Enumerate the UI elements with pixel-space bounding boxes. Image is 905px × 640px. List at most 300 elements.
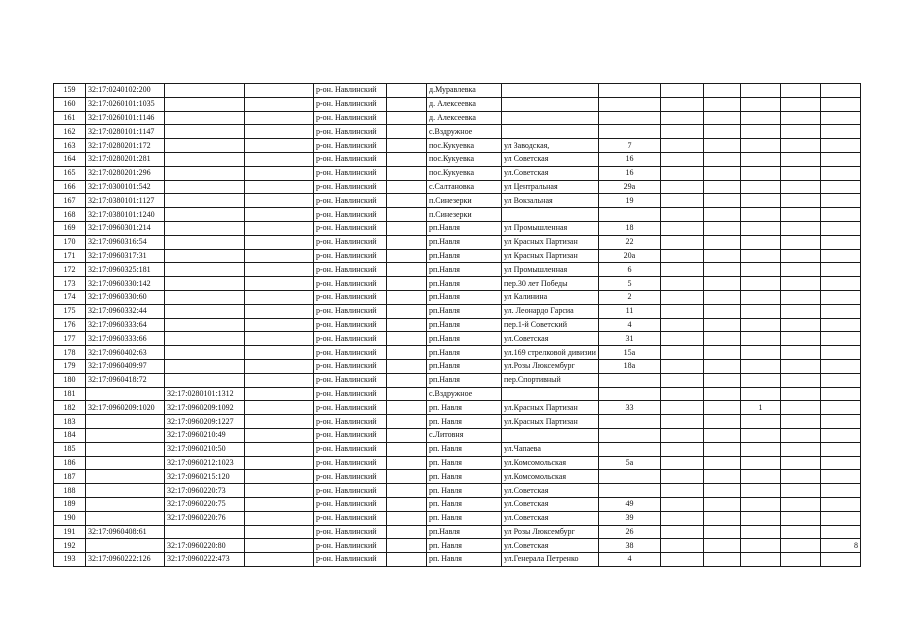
cell-x5 (820, 470, 860, 484)
cell-cad (86, 511, 165, 525)
cell-loc: с.Вздружное (427, 387, 502, 401)
cell-x2 (703, 525, 740, 539)
cell-x2 (703, 346, 740, 360)
cell-x3 (740, 525, 780, 539)
cell-loc: пос.Кукуевка (427, 139, 502, 153)
cell-e1 (245, 235, 314, 249)
table-row (54, 84, 861, 98)
cell-e1 (245, 484, 314, 498)
cell-x5 (820, 346, 860, 360)
cell-x3 (740, 139, 780, 153)
cell-street (502, 428, 599, 442)
cell-house: 15а (598, 346, 660, 360)
cell-house (598, 373, 660, 387)
cell-x3 (740, 359, 780, 373)
table-row (54, 511, 861, 525)
cell-cad: 32:17:0960332:44 (86, 304, 165, 318)
cell-e2 (387, 484, 427, 498)
cell-x4 (780, 470, 820, 484)
cell-x4 (780, 235, 820, 249)
cell-region: р-он. Навлинский (314, 125, 387, 139)
cell-house (598, 442, 660, 456)
cell-e2 (387, 318, 427, 332)
cell-e2 (387, 553, 427, 567)
cell-x5 (820, 180, 860, 194)
cell-x5 (820, 263, 860, 277)
cell-region: р-он. Навлинский (314, 208, 387, 222)
cell-e2 (387, 428, 427, 442)
cell-x1 (660, 442, 703, 456)
cell-cad2 (165, 139, 245, 153)
cell-region: р-он. Навлинский (314, 84, 387, 98)
cell-region: р-он. Навлинский (314, 194, 387, 208)
cell-e1 (245, 359, 314, 373)
cell-street: пер.Спортивный (502, 373, 599, 387)
cell-cad: 32:17:0960317:31 (86, 249, 165, 263)
cell-region: р-он. Навлинский (314, 277, 387, 291)
cell-x5 (820, 97, 860, 111)
cell-e1 (245, 152, 314, 166)
cell-x5 (820, 484, 860, 498)
cell-x2 (703, 318, 740, 332)
table-row (54, 387, 861, 401)
cell-n: 173 (54, 277, 86, 291)
cell-x2 (703, 125, 740, 139)
cell-x2 (703, 208, 740, 222)
cell-cad2: 32:17:0960212:1023 (165, 456, 245, 470)
cell-house: 39 (598, 511, 660, 525)
cell-x2 (703, 152, 740, 166)
cell-x4 (780, 332, 820, 346)
cell-x4 (780, 415, 820, 429)
cell-street: ул.Советская (502, 497, 599, 511)
cell-region: р-он. Навлинский (314, 180, 387, 194)
cell-x3 (740, 84, 780, 98)
cell-e2 (387, 470, 427, 484)
cell-x1 (660, 290, 703, 304)
cell-cad: 32:17:0960333:64 (86, 318, 165, 332)
cell-x3 (740, 539, 780, 553)
cell-x4 (780, 484, 820, 498)
cell-x2 (703, 428, 740, 442)
cell-x2 (703, 484, 740, 498)
cell-x3 (740, 304, 780, 318)
cell-cad2 (165, 166, 245, 180)
cell-e1 (245, 470, 314, 484)
cell-e2 (387, 97, 427, 111)
cell-e2 (387, 332, 427, 346)
cell-x3 (740, 152, 780, 166)
cell-x1 (660, 511, 703, 525)
cell-loc: пос.Кукуевка (427, 166, 502, 180)
cell-e2 (387, 359, 427, 373)
cell-region: р-он. Навлинский (314, 166, 387, 180)
cell-e2 (387, 346, 427, 360)
cell-e1 (245, 194, 314, 208)
cell-cad: 32:17:0960333:66 (86, 332, 165, 346)
cell-n: 163 (54, 139, 86, 153)
cell-e1 (245, 346, 314, 360)
cell-x3 (740, 194, 780, 208)
cell-n: 193 (54, 553, 86, 567)
cell-x2 (703, 166, 740, 180)
cell-street: ул.Советская (502, 511, 599, 525)
cell-house: 18 (598, 221, 660, 235)
table-row (54, 553, 861, 567)
cell-street: ул Промышленная (502, 263, 599, 277)
cell-loc: рп. Навля (427, 497, 502, 511)
cell-cad2 (165, 208, 245, 222)
cell-x4 (780, 111, 820, 125)
cell-loc: рп.Навля (427, 263, 502, 277)
cell-street: ул.169 стрелковой дивизии (502, 346, 599, 360)
cell-x5 (820, 401, 860, 415)
cell-x4 (780, 539, 820, 553)
cell-house (598, 84, 660, 98)
cell-loc: рп. Навля (427, 470, 502, 484)
cell-cad (86, 428, 165, 442)
cell-x4 (780, 359, 820, 373)
cell-n: 169 (54, 221, 86, 235)
cell-loc: рп.Навля (427, 277, 502, 291)
cell-street: ул.Советская (502, 166, 599, 180)
cell-house: 4 (598, 553, 660, 567)
cell-n: 170 (54, 235, 86, 249)
table-row (54, 332, 861, 346)
cell-x1 (660, 484, 703, 498)
cell-x5 (820, 290, 860, 304)
cell-house (598, 415, 660, 429)
cell-x5 (820, 428, 860, 442)
cell-x2 (703, 221, 740, 235)
cell-street: ул.Красных Партизан (502, 415, 599, 429)
cell-x2 (703, 387, 740, 401)
cell-x3 (740, 428, 780, 442)
cell-x2 (703, 456, 740, 470)
cell-x3 (740, 277, 780, 291)
cell-loc: рп.Навля (427, 221, 502, 235)
cell-n: 172 (54, 263, 86, 277)
cell-x4 (780, 180, 820, 194)
cell-x1 (660, 539, 703, 553)
cell-cad2 (165, 290, 245, 304)
cell-cad: 32:17:0260101:1146 (86, 111, 165, 125)
cell-x4 (780, 277, 820, 291)
cell-x3 (740, 456, 780, 470)
cell-cad2: 32:17:0960209:1092 (165, 401, 245, 415)
cell-house (598, 125, 660, 139)
cell-house: 4 (598, 318, 660, 332)
cell-loc: рп. Навля (427, 511, 502, 525)
table-body (54, 84, 861, 567)
cell-x1 (660, 428, 703, 442)
cell-x5 (820, 456, 860, 470)
table-row (54, 442, 861, 456)
cell-e2 (387, 263, 427, 277)
cell-x2 (703, 263, 740, 277)
table-row (54, 263, 861, 277)
cell-x1 (660, 401, 703, 415)
cell-x1 (660, 332, 703, 346)
cell-loc: рп.Навля (427, 346, 502, 360)
cell-street: ул.Красных Партизан (502, 401, 599, 415)
cell-street: ул.Комсомольская (502, 456, 599, 470)
cell-x1 (660, 139, 703, 153)
cell-x5 (820, 84, 860, 98)
cell-x3 (740, 332, 780, 346)
cell-x5 (820, 111, 860, 125)
cell-house: 16 (598, 166, 660, 180)
cell-x1 (660, 470, 703, 484)
cell-x1 (660, 208, 703, 222)
cell-cad2 (165, 373, 245, 387)
cell-street: ул Красных Партизан (502, 235, 599, 249)
cell-e1 (245, 290, 314, 304)
table-row (54, 111, 861, 125)
cell-street: ул Советская (502, 152, 599, 166)
cell-x2 (703, 194, 740, 208)
cell-house: 33 (598, 401, 660, 415)
cell-x4 (780, 194, 820, 208)
cell-n: 175 (54, 304, 86, 318)
cell-house (598, 428, 660, 442)
cell-street: ул Заводская, (502, 139, 599, 153)
cell-e2 (387, 277, 427, 291)
cell-x3 (740, 415, 780, 429)
cell-cad: 32:17:0960316:54 (86, 235, 165, 249)
cell-e1 (245, 97, 314, 111)
cell-street (502, 208, 599, 222)
table-row (54, 194, 861, 208)
cell-x2 (703, 539, 740, 553)
cell-e2 (387, 456, 427, 470)
cell-e1 (245, 401, 314, 415)
cell-e1 (245, 525, 314, 539)
cell-e1 (245, 539, 314, 553)
table-row (54, 346, 861, 360)
cell-street (502, 84, 599, 98)
cell-x5 (820, 511, 860, 525)
cell-cad2 (165, 180, 245, 194)
cell-house: 29а (598, 180, 660, 194)
cell-region: р-он. Навлинский (314, 263, 387, 277)
cell-region: р-он. Навлинский (314, 235, 387, 249)
cell-e2 (387, 208, 427, 222)
cell-region: р-он. Навлинский (314, 497, 387, 511)
cell-street: ул.Розы Люксембург (502, 359, 599, 373)
cell-e2 (387, 194, 427, 208)
cell-loc: рп.Навля (427, 359, 502, 373)
cell-x1 (660, 497, 703, 511)
cell-cad2: 32:17:0960210:49 (165, 428, 245, 442)
cell-e2 (387, 111, 427, 125)
cell-x5 (820, 318, 860, 332)
cell-x3 (740, 484, 780, 498)
cell-x2 (703, 290, 740, 304)
cell-x5 (820, 208, 860, 222)
cell-cad (86, 470, 165, 484)
cell-cad2 (165, 125, 245, 139)
cell-e1 (245, 249, 314, 263)
cell-x4 (780, 249, 820, 263)
cell-x3 (740, 125, 780, 139)
cell-house: 18а (598, 359, 660, 373)
cell-x2 (703, 415, 740, 429)
cell-x2 (703, 139, 740, 153)
cell-n: 181 (54, 387, 86, 401)
cell-e2 (387, 304, 427, 318)
cell-x3 (740, 470, 780, 484)
cell-x4 (780, 152, 820, 166)
cell-region: р-он. Навлинский (314, 456, 387, 470)
cell-cad: 32:17:0280101:1147 (86, 125, 165, 139)
cell-x4 (780, 401, 820, 415)
cell-e1 (245, 304, 314, 318)
cell-e1 (245, 180, 314, 194)
cell-x2 (703, 277, 740, 291)
table-row (54, 318, 861, 332)
cell-street: ул. Леонардо Гарсиа (502, 304, 599, 318)
cell-cad2 (165, 111, 245, 125)
cell-n: 166 (54, 180, 86, 194)
cell-street: ул.Чапаева (502, 442, 599, 456)
cell-house (598, 470, 660, 484)
cell-loc: д. Алексеевка (427, 97, 502, 111)
cell-x2 (703, 470, 740, 484)
cell-street (502, 387, 599, 401)
cell-loc: с.Литовня (427, 428, 502, 442)
cell-e1 (245, 139, 314, 153)
cell-e1 (245, 166, 314, 180)
cell-x4 (780, 346, 820, 360)
cell-x3 (740, 511, 780, 525)
cell-e2 (387, 387, 427, 401)
cell-x4 (780, 208, 820, 222)
cell-cad (86, 497, 165, 511)
cell-x3 (740, 166, 780, 180)
cell-cad2 (165, 277, 245, 291)
cell-cad: 32:17:0380101:1127 (86, 194, 165, 208)
cell-e1 (245, 332, 314, 346)
cell-x5 (820, 387, 860, 401)
cell-x4 (780, 263, 820, 277)
cell-n: 164 (54, 152, 86, 166)
cell-region: р-он. Навлинский (314, 152, 387, 166)
cell-loc: с.Салтановка (427, 180, 502, 194)
cell-x4 (780, 387, 820, 401)
cell-x5 (820, 359, 860, 373)
cell-region: р-он. Навлинский (314, 304, 387, 318)
cell-x1 (660, 359, 703, 373)
cell-e1 (245, 415, 314, 429)
cell-cad2 (165, 235, 245, 249)
cell-cad2 (165, 84, 245, 98)
cell-region: р-он. Навлинский (314, 332, 387, 346)
cell-e2 (387, 235, 427, 249)
cell-loc: п.Синезерки (427, 194, 502, 208)
table-row (54, 125, 861, 139)
cell-cad2 (165, 346, 245, 360)
cell-x5 (820, 415, 860, 429)
cell-e1 (245, 208, 314, 222)
cell-x2 (703, 373, 740, 387)
cell-loc: рп.Навля (427, 235, 502, 249)
cell-e2 (387, 415, 427, 429)
cell-street: пер.30 лет Победы (502, 277, 599, 291)
cell-cad2: 32:17:0280101:1312 (165, 387, 245, 401)
cell-street: ул.Генерала Петренко (502, 553, 599, 567)
cell-cad: 32:17:0960409:97 (86, 359, 165, 373)
cell-cad: 32:17:0960301:214 (86, 221, 165, 235)
cell-n: 182 (54, 401, 86, 415)
cell-cad2: 32:17:0960215:120 (165, 470, 245, 484)
cell-cad2 (165, 97, 245, 111)
cell-n: 190 (54, 511, 86, 525)
table-row (54, 484, 861, 498)
cell-street: ул Промышленная (502, 221, 599, 235)
table-row (54, 249, 861, 263)
cell-e2 (387, 249, 427, 263)
cell-e1 (245, 553, 314, 567)
cell-house: 2 (598, 290, 660, 304)
cell-loc: рп. Навля (427, 442, 502, 456)
cell-cad: 32:17:0260101:1035 (86, 97, 165, 111)
cell-x1 (660, 166, 703, 180)
cell-x1 (660, 553, 703, 567)
cell-loc: п.Синезерки (427, 208, 502, 222)
cell-x1 (660, 415, 703, 429)
cell-cad2 (165, 221, 245, 235)
cell-e1 (245, 373, 314, 387)
cell-loc: рп.Навля (427, 304, 502, 318)
cell-x3 (740, 263, 780, 277)
cell-house: 31 (598, 332, 660, 346)
cell-x1 (660, 97, 703, 111)
cell-street (502, 111, 599, 125)
cell-street: ул Вокзальная (502, 194, 599, 208)
cell-cad2 (165, 152, 245, 166)
cell-e2 (387, 139, 427, 153)
cell-loc: рп. Навля (427, 415, 502, 429)
cell-x3 (740, 221, 780, 235)
cell-n: 160 (54, 97, 86, 111)
cell-loc: рп.Навля (427, 290, 502, 304)
cell-e2 (387, 84, 427, 98)
cell-n: 180 (54, 373, 86, 387)
cell-cad2 (165, 249, 245, 263)
cell-loc: рп.Навля (427, 249, 502, 263)
cell-e1 (245, 84, 314, 98)
cell-cad: 32:17:0960330:60 (86, 290, 165, 304)
cell-house (598, 387, 660, 401)
table-row (54, 415, 861, 429)
cell-region: р-он. Навлинский (314, 318, 387, 332)
cell-x2 (703, 359, 740, 373)
cell-x5 (820, 442, 860, 456)
cell-cad2: 32:17:0960209:1227 (165, 415, 245, 429)
table-row (54, 359, 861, 373)
cell-x1 (660, 263, 703, 277)
cell-house: 5 (598, 277, 660, 291)
table-row (54, 277, 861, 291)
cell-n: 188 (54, 484, 86, 498)
cell-x3 (740, 290, 780, 304)
cell-cad (86, 415, 165, 429)
cell-cad: 32:17:0280201:296 (86, 166, 165, 180)
cell-n: 171 (54, 249, 86, 263)
table-row (54, 166, 861, 180)
cell-x4 (780, 553, 820, 567)
